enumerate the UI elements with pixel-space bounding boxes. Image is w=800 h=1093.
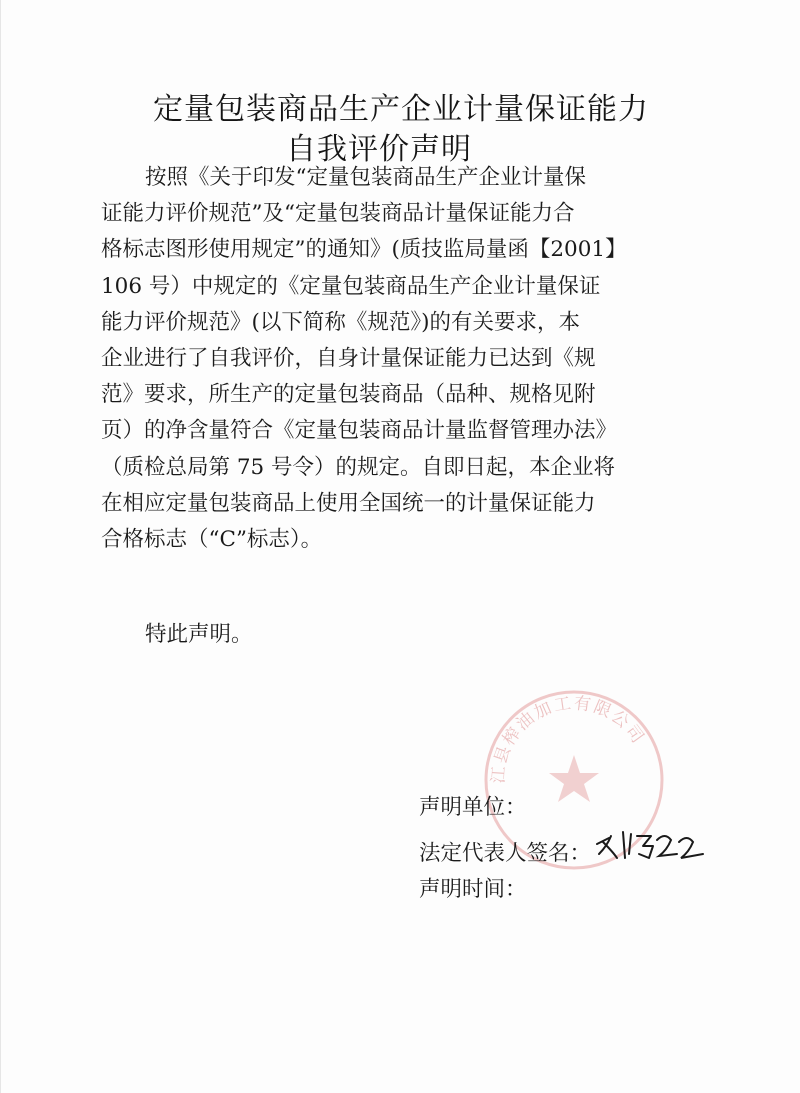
body-line: 证能力评价规范”及“定量包装商品计量保证能力合 <box>101 201 575 227</box>
body-line: （质检总局第 75 号令）的规定。自即日起，本企业将 <box>101 454 616 480</box>
body-line: 合格标志（“C”标志）。 <box>101 527 323 553</box>
declaration-date-label: 声明时间： <box>419 877 527 902</box>
body-line: 企业进行了自我评价，自身计量保证能力已达到《规 <box>101 346 596 372</box>
svg-text:江县榨油加工有限公司: 江县榨油加工有限公司 <box>488 693 649 785</box>
body-line: 范》要求，所生产的定量包装商品（品种、规格见附 <box>101 382 596 408</box>
body-line: 页）的净含量符合《定量包装商品计量监督管理办法》 <box>101 418 618 444</box>
body-line: 在相应定量包装商品上使用全国统一的计量保证能力 <box>101 490 596 516</box>
body-line: 按照《关于印发“定量包装商品生产企业计量保 <box>145 165 586 190</box>
body-line: 106 号）中规定的《定量包装商品生产企业计量保证 <box>101 273 601 299</box>
closing-statement: 特此声明。 <box>145 622 253 647</box>
body-line: 格标志图形使用规定”的通知》(质技监局量函【2001】 <box>101 237 627 263</box>
body-line: 能力评价规范》(以下简称《规范》)的有关要求，本 <box>101 309 581 335</box>
declaration-body <box>101 160 646 558</box>
document-title-line2: 自我评价声明 <box>286 132 472 167</box>
document-title-line1: 定量包装商品生产企业计量保证能力 <box>153 92 649 127</box>
legal-representative-label: 法定代表人签名： <box>419 841 592 866</box>
declarant-label: 声明单位： <box>419 795 527 820</box>
handwritten-signature <box>593 824 705 868</box>
